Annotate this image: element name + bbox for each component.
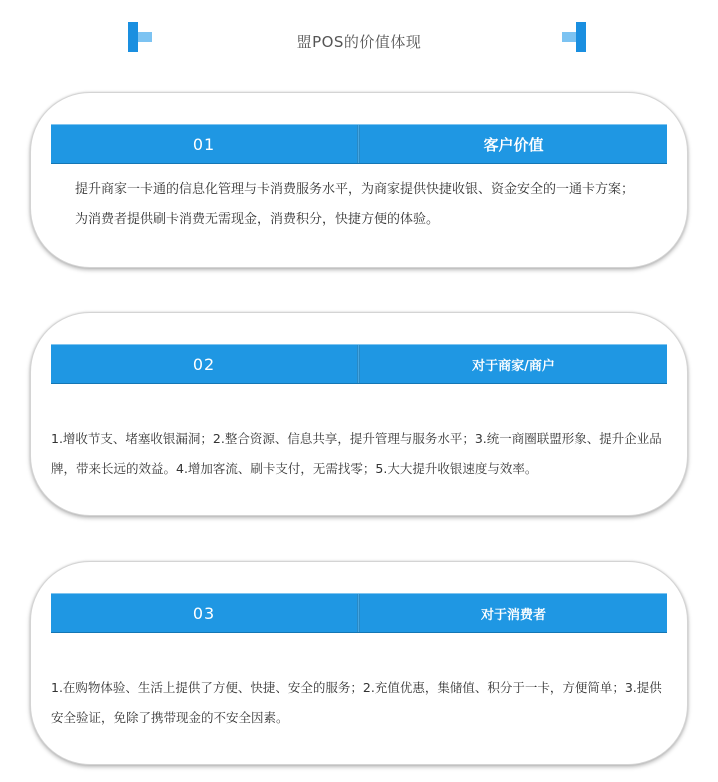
- card-header-bar: [51, 593, 667, 633]
- card-number: 02: [192, 354, 216, 374]
- card-number: 01: [192, 134, 216, 154]
- decorative-squares-icon: [562, 22, 590, 56]
- page-title: 盟POS的价值体现: [296, 33, 422, 51]
- card-title: 对于消费者: [480, 607, 546, 623]
- card-description: 1.在购物体验、生活上提供了方便、快捷、安全的服务；2.充值优惠，集储值、积分于一卡，方便简单；3.提供安全验证，免除了携带现金的不安全因素。: [51, 680, 662, 725]
- card-header-bar: [51, 124, 667, 164]
- value-card-merchant: [30, 312, 688, 516]
- card-title: 客户价值: [483, 135, 544, 154]
- card-number: 03: [192, 603, 216, 623]
- value-card-consumer: [30, 561, 688, 765]
- card-title: 对于商家/商户: [472, 358, 555, 374]
- card-description: 提升商家一卡通的信息化管理与卡消费服务水平，为商家提供快捷收银、资金安全的一通卡方案；为消费者提供刷卡消费无需现金，消费积分，快捷方便的体验。: [75, 182, 635, 227]
- card-description: 1.增收节支、堵塞收银漏洞；2.整合资源、信息共享，提升管理与服务水平；3.统一商圈联盟形象、提升企业品牌，带来长远的效益。4.增加客流、刷卡支付，无需找零；5.大大提升收银速度与效率。: [51, 431, 662, 476]
- page-header: [0, 0, 718, 80]
- card-header-bar: [51, 344, 667, 384]
- value-card-customer: [30, 92, 688, 268]
